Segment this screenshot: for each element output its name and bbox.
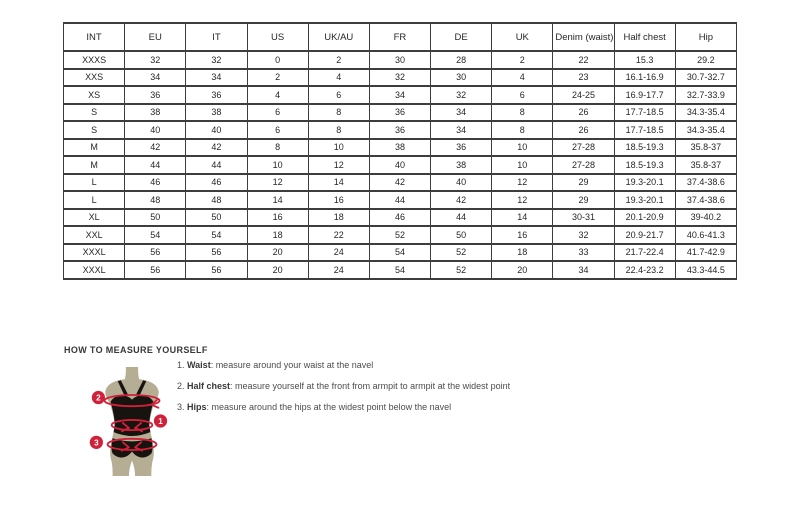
- table-cell: 18.5-19.3: [614, 156, 675, 174]
- table-cell: 15.3: [614, 51, 675, 69]
- badge-2-number: 2: [96, 393, 101, 403]
- size-chart-section: [63, 22, 737, 280]
- table-cell: 40: [369, 156, 430, 174]
- table-cell: 14: [492, 209, 553, 227]
- table-cell: 40: [186, 121, 247, 139]
- table-cell: 48: [125, 191, 186, 209]
- table-cell: 32: [553, 226, 614, 244]
- table-cell: 54: [369, 244, 430, 262]
- table-row: [64, 69, 737, 87]
- table-cell: 32: [125, 51, 186, 69]
- table-cell: 2: [308, 51, 369, 69]
- table-cell: 8: [308, 104, 369, 122]
- table-cell: 19.3-20.1: [614, 191, 675, 209]
- table-cell: 50: [186, 209, 247, 227]
- table-cell: 18.5-19.3: [614, 139, 675, 157]
- badge-1-number: 1: [158, 417, 163, 427]
- table-row: [64, 121, 737, 139]
- size-chart-header: [64, 23, 737, 51]
- step-text: : measure around your waist at the navel: [210, 360, 374, 370]
- table-cell: L: [64, 174, 125, 192]
- table-cell: 35.8-37: [675, 139, 736, 157]
- table-cell: 42: [431, 191, 492, 209]
- table-cell: 40: [431, 174, 492, 192]
- table-cell: 29: [553, 174, 614, 192]
- header-row: [64, 23, 737, 51]
- table-cell: 27-28: [553, 139, 614, 157]
- table-cell: 20.1-20.9: [614, 209, 675, 227]
- table-cell: 34: [553, 261, 614, 279]
- badge-3-number: 3: [94, 438, 99, 448]
- table-cell: 22.4-23.2: [614, 261, 675, 279]
- table-cell: 8: [492, 104, 553, 122]
- table-cell: 50: [125, 209, 186, 227]
- table-cell: 36: [369, 104, 430, 122]
- table-cell: 39-40.2: [675, 209, 736, 227]
- table-cell: 37.4-38.6: [675, 174, 736, 192]
- table-cell: 12: [247, 174, 308, 192]
- table-row: [64, 51, 737, 69]
- table-cell: 44: [431, 209, 492, 227]
- table-cell: 14: [308, 174, 369, 192]
- table-cell: 32: [431, 86, 492, 104]
- table-cell: 16.1-16.9: [614, 69, 675, 87]
- table-cell: XXXS: [64, 51, 125, 69]
- table-cell: 24-25: [553, 86, 614, 104]
- column-header: IT: [186, 23, 247, 51]
- table-cell: 6: [247, 121, 308, 139]
- table-cell: 32: [186, 51, 247, 69]
- table-cell: 48: [186, 191, 247, 209]
- table-cell: 10: [247, 156, 308, 174]
- table-cell: 20: [247, 261, 308, 279]
- table-cell: 56: [186, 244, 247, 262]
- table-row: [64, 139, 737, 157]
- table-cell: 24: [308, 244, 369, 262]
- column-header: UK/AU: [308, 23, 369, 51]
- table-cell: 38: [431, 156, 492, 174]
- table-row: [64, 244, 737, 262]
- table-cell: M: [64, 139, 125, 157]
- table-cell: 30.7-32.7: [675, 69, 736, 87]
- measure-figure-wrap: [86, 367, 178, 479]
- table-cell: 19.3-20.1: [614, 174, 675, 192]
- table-cell: 34: [431, 104, 492, 122]
- table-cell: XL: [64, 209, 125, 227]
- table-cell: 35.8-37: [675, 156, 736, 174]
- step-term: Hips: [187, 402, 207, 412]
- table-cell: L: [64, 191, 125, 209]
- table-cell: 46: [186, 174, 247, 192]
- table-cell: 12: [492, 174, 553, 192]
- table-cell: 30: [431, 69, 492, 87]
- size-chart-table: [63, 22, 737, 280]
- table-cell: 52: [369, 226, 430, 244]
- measure-step: [177, 402, 597, 413]
- table-cell: 4: [308, 69, 369, 87]
- table-cell: 24: [308, 261, 369, 279]
- table-cell: 8: [492, 121, 553, 139]
- table-cell: 38: [125, 104, 186, 122]
- table-cell: 12: [492, 191, 553, 209]
- table-cell: XXXL: [64, 261, 125, 279]
- table-cell: 56: [125, 261, 186, 279]
- table-cell: 34: [125, 69, 186, 87]
- table-cell: 40: [125, 121, 186, 139]
- table-cell: 6: [308, 86, 369, 104]
- measure-step: [177, 360, 597, 371]
- table-cell: 23: [553, 69, 614, 87]
- table-cell: 42: [369, 174, 430, 192]
- table-row: [64, 226, 737, 244]
- column-header: Hip: [675, 23, 736, 51]
- column-header: EU: [125, 23, 186, 51]
- table-cell: 44: [369, 191, 430, 209]
- table-cell: 16.9-17.7: [614, 86, 675, 104]
- table-cell: 54: [186, 226, 247, 244]
- table-cell: 28: [431, 51, 492, 69]
- table-cell: 10: [492, 156, 553, 174]
- table-cell: 16: [492, 226, 553, 244]
- table-row: [64, 261, 737, 279]
- table-cell: 52: [431, 261, 492, 279]
- table-cell: XXS: [64, 69, 125, 87]
- table-cell: 21.7-22.4: [614, 244, 675, 262]
- table-cell: 6: [247, 104, 308, 122]
- column-header: Half chest: [614, 23, 675, 51]
- column-header: DE: [431, 23, 492, 51]
- table-cell: XXL: [64, 226, 125, 244]
- table-cell: 56: [125, 244, 186, 262]
- table-cell: 43.3-44.5: [675, 261, 736, 279]
- table-cell: XXXL: [64, 244, 125, 262]
- measure-guide-title: HOW TO MEASURE YOURSELF: [64, 345, 208, 355]
- column-header: US: [247, 23, 308, 51]
- table-cell: 10: [492, 139, 553, 157]
- table-cell: 30: [369, 51, 430, 69]
- table-cell: 54: [125, 226, 186, 244]
- table-cell: M: [64, 156, 125, 174]
- measure-step: [177, 381, 597, 392]
- step-term: Waist: [187, 360, 211, 370]
- table-cell: 46: [125, 174, 186, 192]
- table-cell: 56: [186, 261, 247, 279]
- table-cell: 12: [308, 156, 369, 174]
- table-row: [64, 156, 737, 174]
- table-cell: 14: [247, 191, 308, 209]
- table-cell: 34: [369, 86, 430, 104]
- step-number: 3.: [177, 402, 188, 412]
- table-cell: 46: [369, 209, 430, 227]
- table-cell: 34.3-35.4: [675, 104, 736, 122]
- table-cell: 34: [431, 121, 492, 139]
- table-cell: 50: [431, 226, 492, 244]
- table-cell: 29.2: [675, 51, 736, 69]
- table-cell: 0: [247, 51, 308, 69]
- step-term: Half chest: [187, 381, 231, 391]
- table-cell: 36: [186, 86, 247, 104]
- table-cell: 22: [308, 226, 369, 244]
- table-row: [64, 191, 737, 209]
- table-cell: 2: [492, 51, 553, 69]
- mannequin-figure: [86, 367, 178, 479]
- table-cell: 44: [186, 156, 247, 174]
- table-cell: 18: [492, 244, 553, 262]
- table-cell: 42: [186, 139, 247, 157]
- table-cell: 41.7-42.9: [675, 244, 736, 262]
- table-cell: 20.9-21.7: [614, 226, 675, 244]
- table-cell: 20: [247, 244, 308, 262]
- table-cell: 18: [308, 209, 369, 227]
- table-cell: S: [64, 121, 125, 139]
- table-cell: 44: [125, 156, 186, 174]
- table-row: [64, 209, 737, 227]
- table-cell: 16: [308, 191, 369, 209]
- table-cell: 4: [247, 86, 308, 104]
- table-cell: 36: [431, 139, 492, 157]
- table-cell: 54: [369, 261, 430, 279]
- table-cell: 38: [369, 139, 430, 157]
- table-cell: 18: [247, 226, 308, 244]
- table-cell: 34.3-35.4: [675, 121, 736, 139]
- table-row: [64, 104, 737, 122]
- column-header: INT: [64, 23, 125, 51]
- column-header: Denim (waist): [553, 23, 614, 51]
- table-cell: 4: [492, 69, 553, 87]
- table-cell: 27-28: [553, 156, 614, 174]
- table-cell: 37.4-38.6: [675, 191, 736, 209]
- table-cell: 8: [308, 121, 369, 139]
- table-cell: S: [64, 104, 125, 122]
- table-row: [64, 86, 737, 104]
- table-cell: 29: [553, 191, 614, 209]
- table-cell: 36: [125, 86, 186, 104]
- table-cell: 42: [125, 139, 186, 157]
- table-cell: 2: [247, 69, 308, 87]
- table-cell: 30-31: [553, 209, 614, 227]
- step-text: : measure around the hips at the widest point below the navel: [206, 402, 452, 412]
- table-cell: 10: [308, 139, 369, 157]
- table-cell: 34: [186, 69, 247, 87]
- step-text: : measure yourself at the front from armpit to armpit at the widest point: [230, 381, 511, 391]
- table-cell: 52: [431, 244, 492, 262]
- table-row: [64, 174, 737, 192]
- step-number: 1.: [177, 360, 188, 370]
- table-cell: 17.7-18.5: [614, 121, 675, 139]
- table-cell: 6: [492, 86, 553, 104]
- column-header: FR: [369, 23, 430, 51]
- table-cell: XS: [64, 86, 125, 104]
- table-cell: 26: [553, 121, 614, 139]
- table-cell: 26: [553, 104, 614, 122]
- table-cell: 32.7-33.9: [675, 86, 736, 104]
- table-cell: 8: [247, 139, 308, 157]
- table-cell: 38: [186, 104, 247, 122]
- table-cell: 16: [247, 209, 308, 227]
- table-cell: 32: [369, 69, 430, 87]
- table-cell: 36: [369, 121, 430, 139]
- measure-steps: [177, 360, 597, 423]
- table-cell: 40.6-41.3: [675, 226, 736, 244]
- step-number: 2.: [177, 381, 188, 391]
- table-cell: 20: [492, 261, 553, 279]
- table-cell: 33: [553, 244, 614, 262]
- table-cell: 17.7-18.5: [614, 104, 675, 122]
- column-header: UK: [492, 23, 553, 51]
- size-chart-body: [64, 51, 737, 279]
- table-cell: 22: [553, 51, 614, 69]
